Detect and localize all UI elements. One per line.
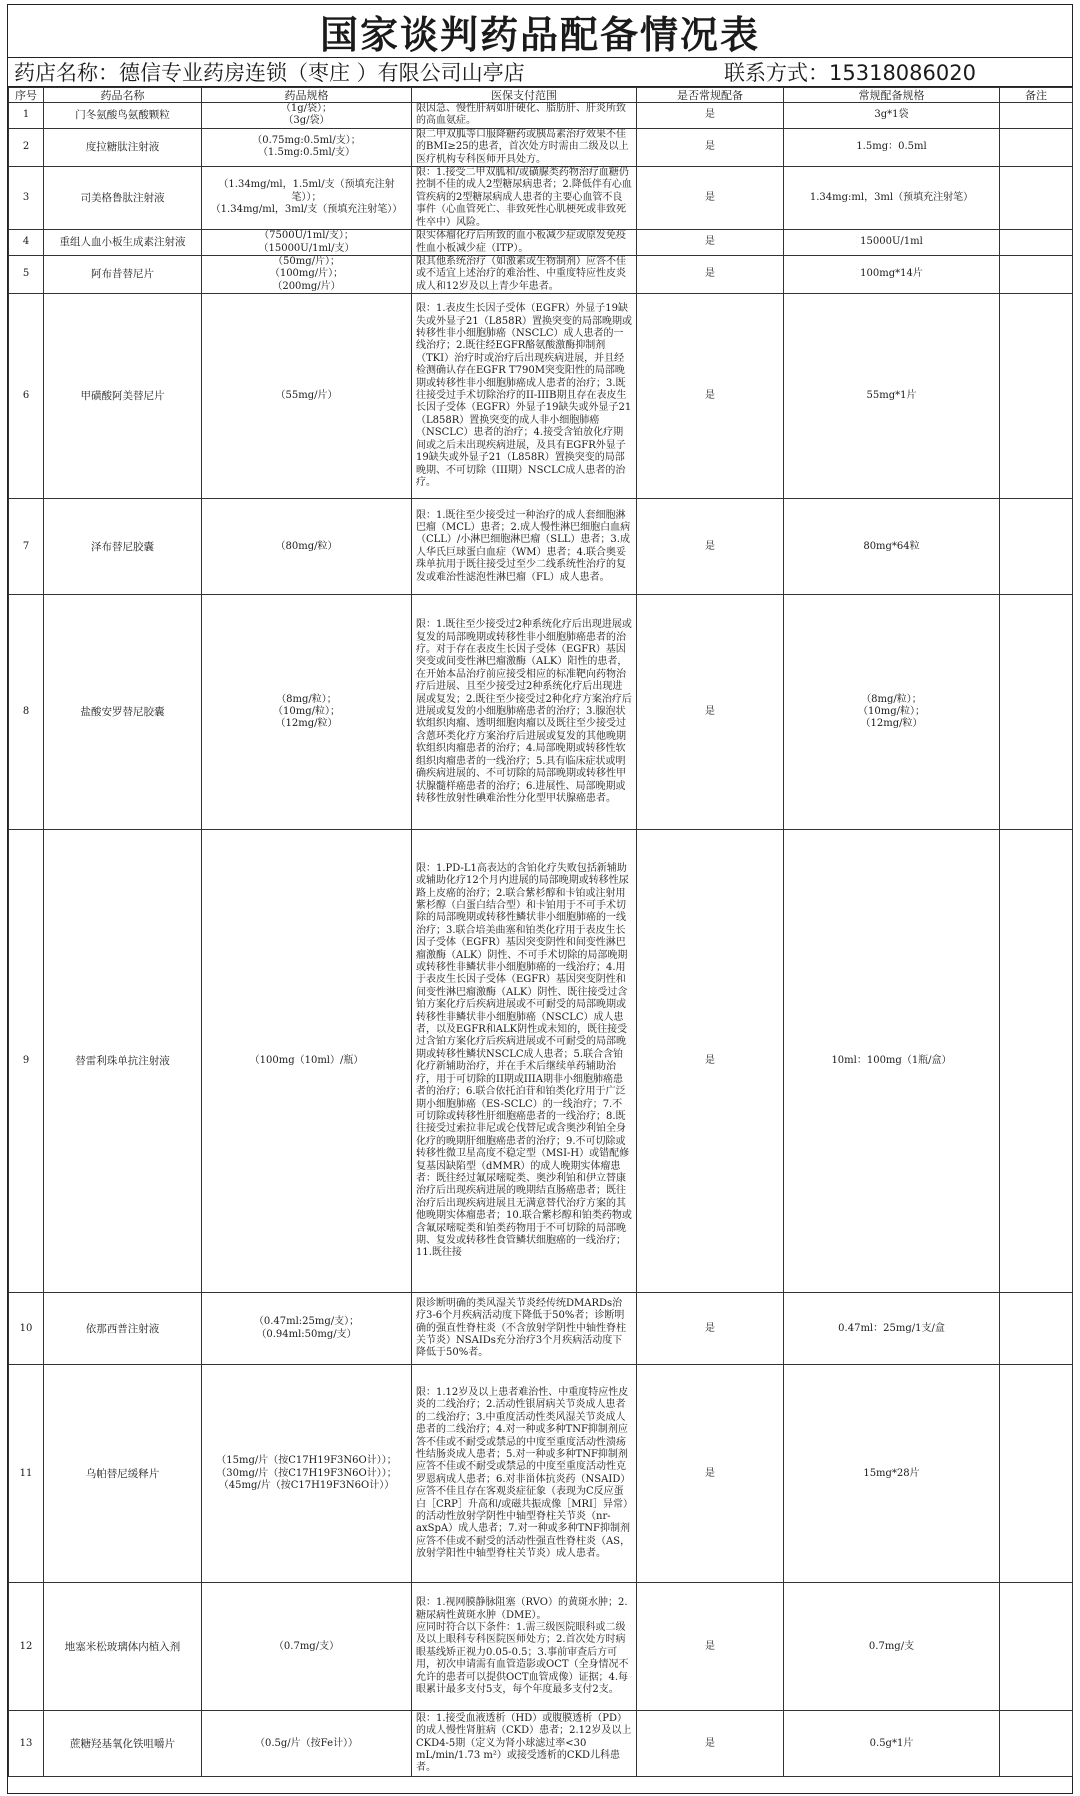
cell-note	[1000, 167, 1073, 230]
cell-drug-name: 地塞米松玻璃体内植入剂	[44, 1583, 202, 1711]
cell-no: 12	[9, 1583, 44, 1711]
cell-stocked: 是	[637, 256, 784, 294]
cell-spec: （80mg/粒）	[202, 499, 412, 595]
cell-stocked: 是	[637, 595, 784, 830]
cell-drug-name: 依那西普注射液	[44, 1293, 202, 1365]
cell-stocked: 是	[637, 103, 784, 129]
drug-table	[8, 87, 1073, 1777]
cell-note	[1000, 1365, 1073, 1583]
cell-no: 6	[9, 294, 44, 499]
cell-stock-spec: 1.5mg：0.5ml	[784, 128, 1000, 166]
cell-no: 4	[9, 230, 44, 256]
col-header-note: 备注	[1000, 88, 1073, 103]
cell-scope: 限：1.视网膜静脉阻塞（RVO）的黄斑水肿；2.糖尿病性黄斑水肿（DME）。 应同时符合以下条件：1.需三级医院眼科或二级及以上眼科专科医院医师处方；2.首次处方时病眼基线矫正视力0.05-0.5；3.事前审查后方可用，初次申请需有血管造影或OCT（全身情况不允许的患者可以提供OCT血管成像）证据；4.每眼累计最多支付5支，每个年度最多支付2支。	[412, 1583, 637, 1711]
cell-stocked: 是	[637, 128, 784, 166]
cell-stock-spec: （8mg/粒）； （10mg/粒）； （12mg/粒）	[784, 595, 1000, 830]
cell-drug-name: 司美格鲁肽注射液	[44, 167, 202, 230]
cell-scope: 限：1.12岁及以上患者难治性、中重度特应性皮炎的二线治疗；2.活动性银屑病关节炎成人患者的二线治疗；3.中重度活动性类风湿关节炎成人患者的二线治疗；4.对一种或多种TNF抑制剂应答不佳或不耐受或禁忌的中度至重度活动性溃疡性结肠炎成人患者；5.对一种或多种TNF抑制剂应答不佳或不耐受或禁忌的中度至重度活动性克罗恩病成人患者；6.对非甾体抗炎药（NSAID）应答不佳且存在客观炎症征象（表现为C反应蛋白［CRP］升高和/或磁共振成像［MRI］异常）的活动性放射学阴性中轴型脊柱关节炎（nr-axSpA）成人患者；7.对一种或多种TNF抑制剂应答不佳或不耐受的活动性强直性脊柱炎（AS，放射学阳性中轴型脊柱关节炎）成人患者。	[412, 1365, 637, 1583]
table-row	[9, 103, 1073, 129]
table-header-row	[9, 88, 1073, 103]
contact-info: 联系方式：15318086020	[724, 61, 976, 85]
cell-stocked: 是	[637, 1293, 784, 1365]
cell-stock-spec: 1.34mg:ml，3ml（预填充注射笔）	[784, 167, 1000, 230]
col-header-scope: 医保支付范围	[412, 88, 637, 103]
cell-drug-name: 蔗糖羟基氧化铁咀嚼片	[44, 1711, 202, 1777]
cell-stocked: 是	[637, 830, 784, 1293]
cell-stocked: 是	[637, 1583, 784, 1711]
cell-drug-name: 门冬氨酸鸟氨酸颗粒	[44, 103, 202, 129]
cell-spec: （55mg/片）	[202, 294, 412, 499]
cell-no: 8	[9, 595, 44, 830]
table-row	[9, 1711, 1073, 1777]
cell-note	[1000, 1711, 1073, 1777]
cell-note	[1000, 294, 1073, 499]
cell-stocked: 是	[637, 1365, 784, 1583]
table-row	[9, 595, 1073, 830]
cell-spec: （0.47ml:25mg/支）； （0.94ml:50mg/支）	[202, 1293, 412, 1365]
col-header-name: 药品名称	[44, 88, 202, 103]
table-row	[9, 499, 1073, 595]
cell-note	[1000, 1583, 1073, 1711]
col-header-no: 序号	[9, 88, 44, 103]
cell-note	[1000, 1293, 1073, 1365]
cell-scope: 限：1.表皮生长因子受体（EGFR）外显子19缺失或外显子21（L858R）置换突变的局部晚期或转移性非小细胞肺癌（NSCLC）成人患者的一线治疗；2.既往经EGFR酪氨酸激酶抑制剂（TKI）治疗时或治疗后出现疾病进展，并且经检测确认存在EGFR T790M突变阳性的局部晚期或转移性非小细胞肺癌成人患者的治疗；3.既往接受过手术切除治疗的II-IIIB期且存在表皮生长因子受体（EGFR）外显子19缺失或外显子21（L858R）置换突变的成人非小细胞肺癌（NSCLC）患者的治疗；4.接受含铂放化疗期间或之后未出现疾病进展，及具有EGFR外显子19缺失或外显子21（L858R）置换突变的局部晚期、不可切除（III期）NSCLC成人患者的治疗。	[412, 294, 637, 499]
cell-spec: （1.34mg/ml，1.5ml/支（预填充注射笔））； （1.34mg/ml，3ml/支（预填充注射笔））	[202, 167, 412, 230]
cell-no: 7	[9, 499, 44, 595]
cell-drug-name: 替雷利珠单抗注射液	[44, 830, 202, 1293]
cell-stock-spec: 0.5g*1片	[784, 1711, 1000, 1777]
cell-scope: 限实体瘤化疗后所致的血小板减少症或原发免疫性血小板减少症（ITP）。	[412, 230, 637, 256]
cell-scope: 限：1.既往至少接受过2种系统化疗后出现进展或复发的局部晚期或转移性非小细胞肺癌患者的治疗。对于存在表皮生长因子受体（EGFR）基因突变或间变性淋巴瘤激酶（ALK）阳性的患者，在开始本品治疗前应接受相应的标准靶向药物治疗后进展、且至少接受过2种系统化疗后出现进展或复发；2.既往至少接受过2种化疗方案治疗后进展或复发的小细胞肺癌患者的治疗；3.腺泡状软组织肉瘤、透明细胞肉瘤以及既往至少接受过含蒽环类化疗方案治疗后进展或复发的其他晚期软组织肉瘤患者的治疗；4.局部晚期或转移性软组织肉瘤患者的一线治疗；5.具有临床症状或明确疾病进展的、不可切除的局部晚期或转移性甲状腺髓样癌患者的治疗；6.进展性、局部晚期或转移性放射性碘难治性分化型甲状腺癌患者。	[412, 595, 637, 830]
cell-scope: 限诊断明确的类风湿关节炎经传统DMARDs治疗3-6个月疾病活动度下降低于50%者；诊断明确的强直性脊柱炎（不含放射学阴性中轴性脊柱关节炎）NSAIDs充分治疗3个月疾病活动度下降低于50%者。	[412, 1293, 637, 1365]
cell-stocked: 是	[637, 1711, 784, 1777]
cell-scope: 限：1.接受血液透析（HD）或腹膜透析（PD）的成人慢性肾脏病（CKD）患者；2.12岁及以上CKD4-5期（定义为肾小球滤过率<30 mL/min/1.73 m²）或接受透析的CKD儿科患者。	[412, 1711, 637, 1777]
cell-note	[1000, 830, 1073, 1293]
cell-scope: 限二甲双胍等口服降糖药或胰岛素治疗效果不佳的BMI≥25的患者，首次处方时需由二级及以上医疗机构专科医师开具处方。	[412, 128, 637, 166]
table-row	[9, 1365, 1073, 1583]
cell-drug-name: 乌帕替尼缓释片	[44, 1365, 202, 1583]
cell-spec: （0.7mg/支）	[202, 1583, 412, 1711]
cell-no: 9	[9, 830, 44, 1293]
page-title: 国家谈判药品配备情况表	[8, 5, 1072, 58]
cell-no: 11	[9, 1365, 44, 1583]
cell-spec: （0.5g/片（按Fe计））	[202, 1711, 412, 1777]
cell-drug-name: 甲磺酸阿美替尼片	[44, 294, 202, 499]
cell-no: 2	[9, 128, 44, 166]
table-row	[9, 167, 1073, 230]
cell-no: 10	[9, 1293, 44, 1365]
cell-scope: 限其他系统治疗（如激素或生物制剂）应答不佳或不适宜上述治疗的难治性、中重度特应性皮炎成人和12岁及以上青少年患者。	[412, 256, 637, 294]
cell-no: 5	[9, 256, 44, 294]
store-name: 药店名称：德信专业药房连锁（枣庄 ）有限公司山亭店	[14, 61, 525, 85]
cell-note	[1000, 103, 1073, 129]
cell-spec: （1g/袋）； （3g/袋）	[202, 103, 412, 129]
cell-drug-name: 盐酸安罗替尼胶囊	[44, 595, 202, 830]
table-row	[9, 830, 1073, 1293]
cell-scope: 限因急、慢性肝病如肝硬化、脂肪肝、肝炎所致的高血氨症。	[412, 103, 637, 129]
cell-no: 13	[9, 1711, 44, 1777]
cell-spec: （100mg（10ml）/瓶）	[202, 830, 412, 1293]
cell-stock-spec: 15000U/1ml	[784, 230, 1000, 256]
cell-stock-spec: 10ml：100mg（1瓶/盒）	[784, 830, 1000, 1293]
cell-stocked: 是	[637, 230, 784, 256]
cell-no: 1	[9, 103, 44, 129]
info-bar	[8, 58, 1072, 87]
table-row	[9, 294, 1073, 499]
table-row	[9, 230, 1073, 256]
cell-stock-spec: 0.47ml：25mg/1支/盒	[784, 1293, 1000, 1365]
cell-stock-spec: 55mg*1片	[784, 294, 1000, 499]
cell-note	[1000, 499, 1073, 595]
table-row	[9, 256, 1073, 294]
cell-stock-spec: 100mg*14片	[784, 256, 1000, 294]
cell-drug-name: 度拉糖肽注射液	[44, 128, 202, 166]
cell-spec: （15mg/片（按C17H19F3N6O计））； （30mg/片（按C17H19F3N6O计））； （45mg/片（按C17H19F3N6O计））	[202, 1365, 412, 1583]
cell-no: 3	[9, 167, 44, 230]
cell-note	[1000, 595, 1073, 830]
cell-spec: （8mg/粒）； （10mg/粒）； （12mg/粒）	[202, 595, 412, 830]
table-row	[9, 1293, 1073, 1365]
cell-stock-spec: 3g*1袋	[784, 103, 1000, 129]
cell-stocked: 是	[637, 294, 784, 499]
cell-drug-name: 重组人血小板生成素注射液	[44, 230, 202, 256]
cell-note	[1000, 256, 1073, 294]
cell-spec: （7500U/1ml/支）； （15000U/1ml/支）	[202, 230, 412, 256]
cell-scope: 限：1.既往至少接受过一种治疗的成人套细胞淋巴瘤（MCL）患者；2.成人慢性淋巴细胞白血病（CLL）/小淋巴细胞淋巴瘤（SLL）患者；3.成人华氏巨球蛋白血症（WM）患者；4.联合奥妥珠单抗用于既往接受过至少二线系统性治疗的复发或难治性滤泡性淋巴瘤（FL）成人患者。	[412, 499, 637, 595]
col-header-spec: 药品规格	[202, 88, 412, 103]
cell-drug-name: 泽布替尼胶囊	[44, 499, 202, 595]
table-row	[9, 128, 1073, 166]
cell-spec: （50mg/片）； （100mg/片）； （200mg/片）	[202, 256, 412, 294]
cell-scope: 限：1.接受二甲双胍和/或磺脲类药物治疗血糖仍控制不佳的成人2型糖尿病患者；2.降低伴有心血管疾病的2型糖尿病成人患者的主要心血管不良事件（心血管死亡、非致死性心肌梗死或非致死性卒中）风险。	[412, 167, 637, 230]
cell-note	[1000, 230, 1073, 256]
cell-stocked: 是	[637, 499, 784, 595]
cell-stock-spec: 15mg*28片	[784, 1365, 1000, 1583]
col-header-stocked: 是否常规配备	[637, 88, 784, 103]
cell-note	[1000, 128, 1073, 166]
col-header-stock-spec: 常规配备规格	[784, 88, 1000, 103]
drug-table-sheet	[7, 4, 1073, 1794]
cell-scope: 限：1.PD-L1高表达的含铂化疗失败包括新辅助或辅助化疗12个月内进展的局部晚期或转移性尿路上皮癌的治疗；2.联合紫杉醇和卡铂或注射用紫杉醇（白蛋白结合型）和卡铂用于不可手术切除的局部晚期或转移性鳞状非小细胞肺癌的一线治疗；3.联合培美曲塞和铂类化疗用于表皮生长因子受体（EGFR）基因突变阴性和间变性淋巴瘤激酶（ALK）阴性、不可手术切除的局部晚期或转移性非鳞状非小细胞肺癌的一线治疗；4.用于表皮生长因子受体（EGFR）基因突变阴性和间变性淋巴瘤激酶（ALK）阴性、既往接受过含铂方案化疗后疾病进展或不可耐受的局部晚期或转移性非鳞状非小细胞肺癌（NSCLC）成人患者，以及EGFR和ALK阴性或未知的，既往接受过含铂方案化疗后疾病进展或不可耐受的局部晚期或转移性鳞状NSCLC成人患者；5.联合含铂化疗新辅助治疗，并在手术后继续单药辅助治疗，用于可切除的II期或IIIA期非小细胞肺癌患者的治疗；6.联合依托泊苷和铂类化疗用于广泛期小细胞肺癌（ES-SCLC）的一线治疗；7.不可切除或转移性肝细胞癌患者的一线治疗；8.既往接受过索拉非尼或仑伐替尼或含奥沙利铂全身化疗的晚期肝细胞癌患者的治疗；9.不可切除或转移性微卫星高度不稳定型（MSI-H）或错配修复基因缺陷型（dMMR）的成人晚期实体瘤患者：既往经过氟尿嘧啶类、奥沙利铂和伊立替康治疗后出现疾病进展的晚期结直肠癌患者；既往治疗后出现疾病进展且无满意替代治疗方案的其他晚期实体瘤患者；10.联合紫杉醇和铂类药物或含氟尿嘧啶类和铂类药物用于不可切除的局部晚期、复发或转移性食管鳞状细胞癌的一线治疗；11.既往接	[412, 830, 637, 1293]
cell-stock-spec: 80mg*64粒	[784, 499, 1000, 595]
cell-stocked: 是	[637, 167, 784, 230]
table-row	[9, 1583, 1073, 1711]
cell-stock-spec: 0.7mg/支	[784, 1583, 1000, 1711]
cell-spec: （0.75mg:0.5ml/支）； （1.5mg:0.5ml/支）	[202, 128, 412, 166]
cell-drug-name: 阿布昔替尼片	[44, 256, 202, 294]
